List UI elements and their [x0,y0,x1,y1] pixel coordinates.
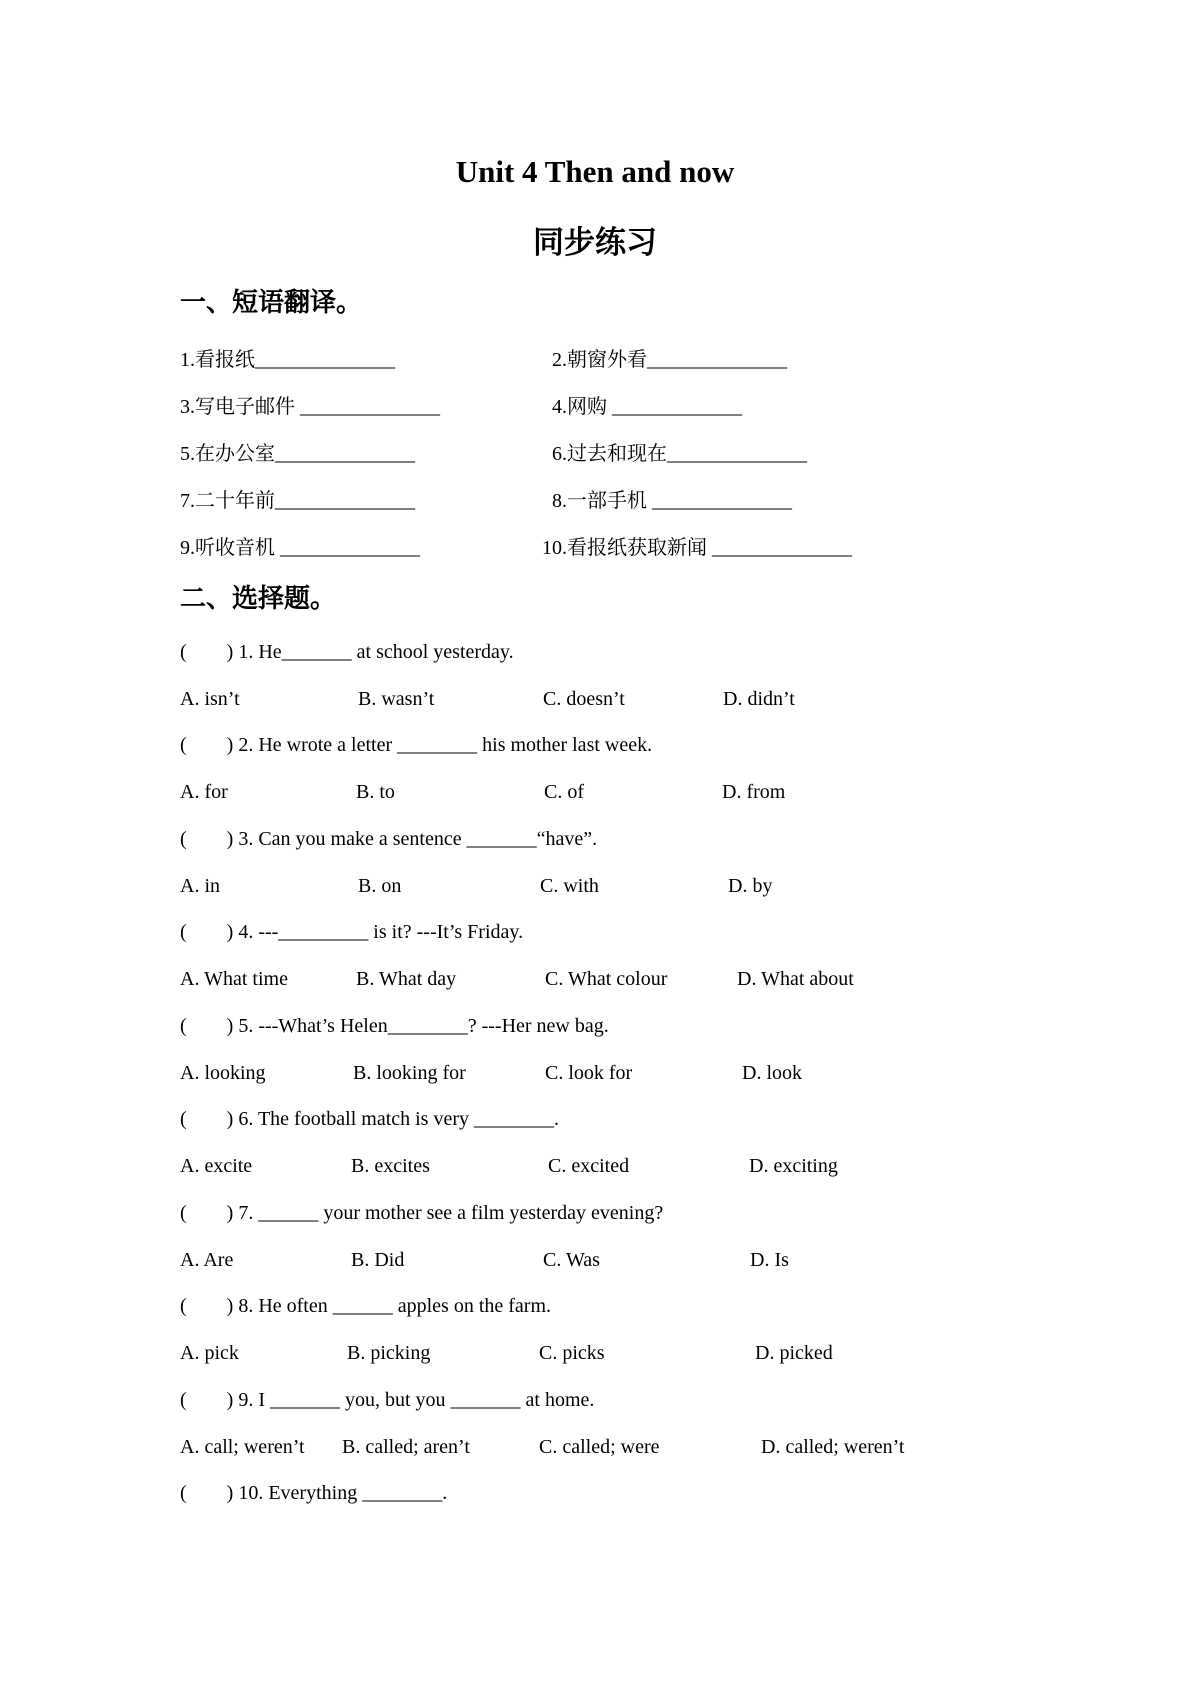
option: D. by [728,875,773,897]
option: C. called; were [539,1436,660,1458]
option: D. didn’t [723,688,795,710]
question: ( ) 4. ---_________ is it? ---It’s Friday. [180,921,524,943]
option: A. pick [180,1342,239,1364]
phrase-row [180,437,1080,467]
phrase-item: 6.过去和现在______________ [552,443,807,465]
phrase-item: 4.网购 _____________ [552,396,742,418]
options-row [180,1155,1080,1185]
option: B. picking [347,1342,431,1364]
option: B. on [358,875,402,897]
option: A. for [180,781,228,803]
option: D. picked [755,1342,833,1364]
phrase-item: 1.看报纸______________ [180,349,395,371]
option: D. look [742,1062,802,1084]
option: D. exciting [749,1155,838,1177]
phrase-row [180,390,1080,420]
option: A. call; weren’t [180,1436,305,1458]
phrase-item: 5.在办公室______________ [180,443,415,465]
phrase-row [180,484,1080,514]
phrase-item: 7.二十年前______________ [180,490,415,512]
option: B. wasn’t [358,688,435,710]
option: D. from [722,781,786,803]
question: ( ) 9. I _______ you, but you _______ at home. [180,1389,595,1411]
phrase-item: 2.朝窗外看______________ [552,349,787,371]
phrase-row [180,531,1080,561]
option: D. called; weren’t [761,1436,905,1458]
options-row [180,1062,1080,1092]
option: C. with [540,875,599,897]
section2-heading: 二、选择题。 [180,584,337,614]
page-subtitle: 同步练习 [533,225,657,261]
option: C. look for [545,1062,633,1084]
option: B. to [356,781,395,803]
option: A. What time [180,968,288,990]
option: B. called; aren’t [342,1436,470,1458]
question: ( ) 5. ---What’s Helen________? ---Her new bag. [180,1015,609,1037]
option: A. isn’t [180,688,240,710]
options-row [180,1249,1080,1279]
option: C. doesn’t [543,688,625,710]
options-row [180,781,1080,811]
phrase-item: 9.听收音机 ______________ [180,537,420,559]
phrase-row [180,343,1080,373]
option: C. excited [548,1155,630,1177]
options-row [180,1342,1080,1372]
option: A. in [180,875,220,897]
option: B. Did [351,1249,405,1271]
options-row [180,688,1080,718]
question: ( ) 7. ______ your mother see a film yesterday evening? [180,1202,664,1224]
question: ( ) 1. He_______ at school yesterday. [180,641,514,663]
question: ( ) 6. The football match is very ________. [180,1108,560,1130]
phrase-item: 10.看报纸获取新闻 ______________ [542,537,852,559]
option: C. Was [543,1249,600,1271]
option: B. excites [351,1155,430,1177]
question: ( ) 2. He wrote a letter ________ his mother last week. [180,734,653,756]
options-row [180,1436,1080,1466]
question: ( ) 10. Everything ________. [180,1482,448,1504]
option: A. excite [180,1155,253,1177]
option: D. Is [750,1249,789,1271]
option: A. Are [180,1249,234,1271]
page-title: Unit 4 Then and now [455,154,735,189]
option: B. What day [356,968,457,990]
option: C. of [544,781,584,803]
phrase-item: 3.写电子邮件 ______________ [180,396,440,418]
section1-heading: 一、短语翻译。 [180,288,363,318]
option: A. looking [180,1062,266,1084]
option: C. What colour [545,968,668,990]
question: ( ) 3. Can you make a sentence _______“have”. [180,828,598,850]
question: ( ) 8. He often ______ apples on the farm. [180,1295,552,1317]
option: D. What about [737,968,854,990]
phrase-item: 8.一部手机 ______________ [552,490,792,512]
option: B. looking for [353,1062,466,1084]
options-row [180,968,1080,998]
options-row [180,875,1080,905]
option: C. picks [539,1342,605,1364]
